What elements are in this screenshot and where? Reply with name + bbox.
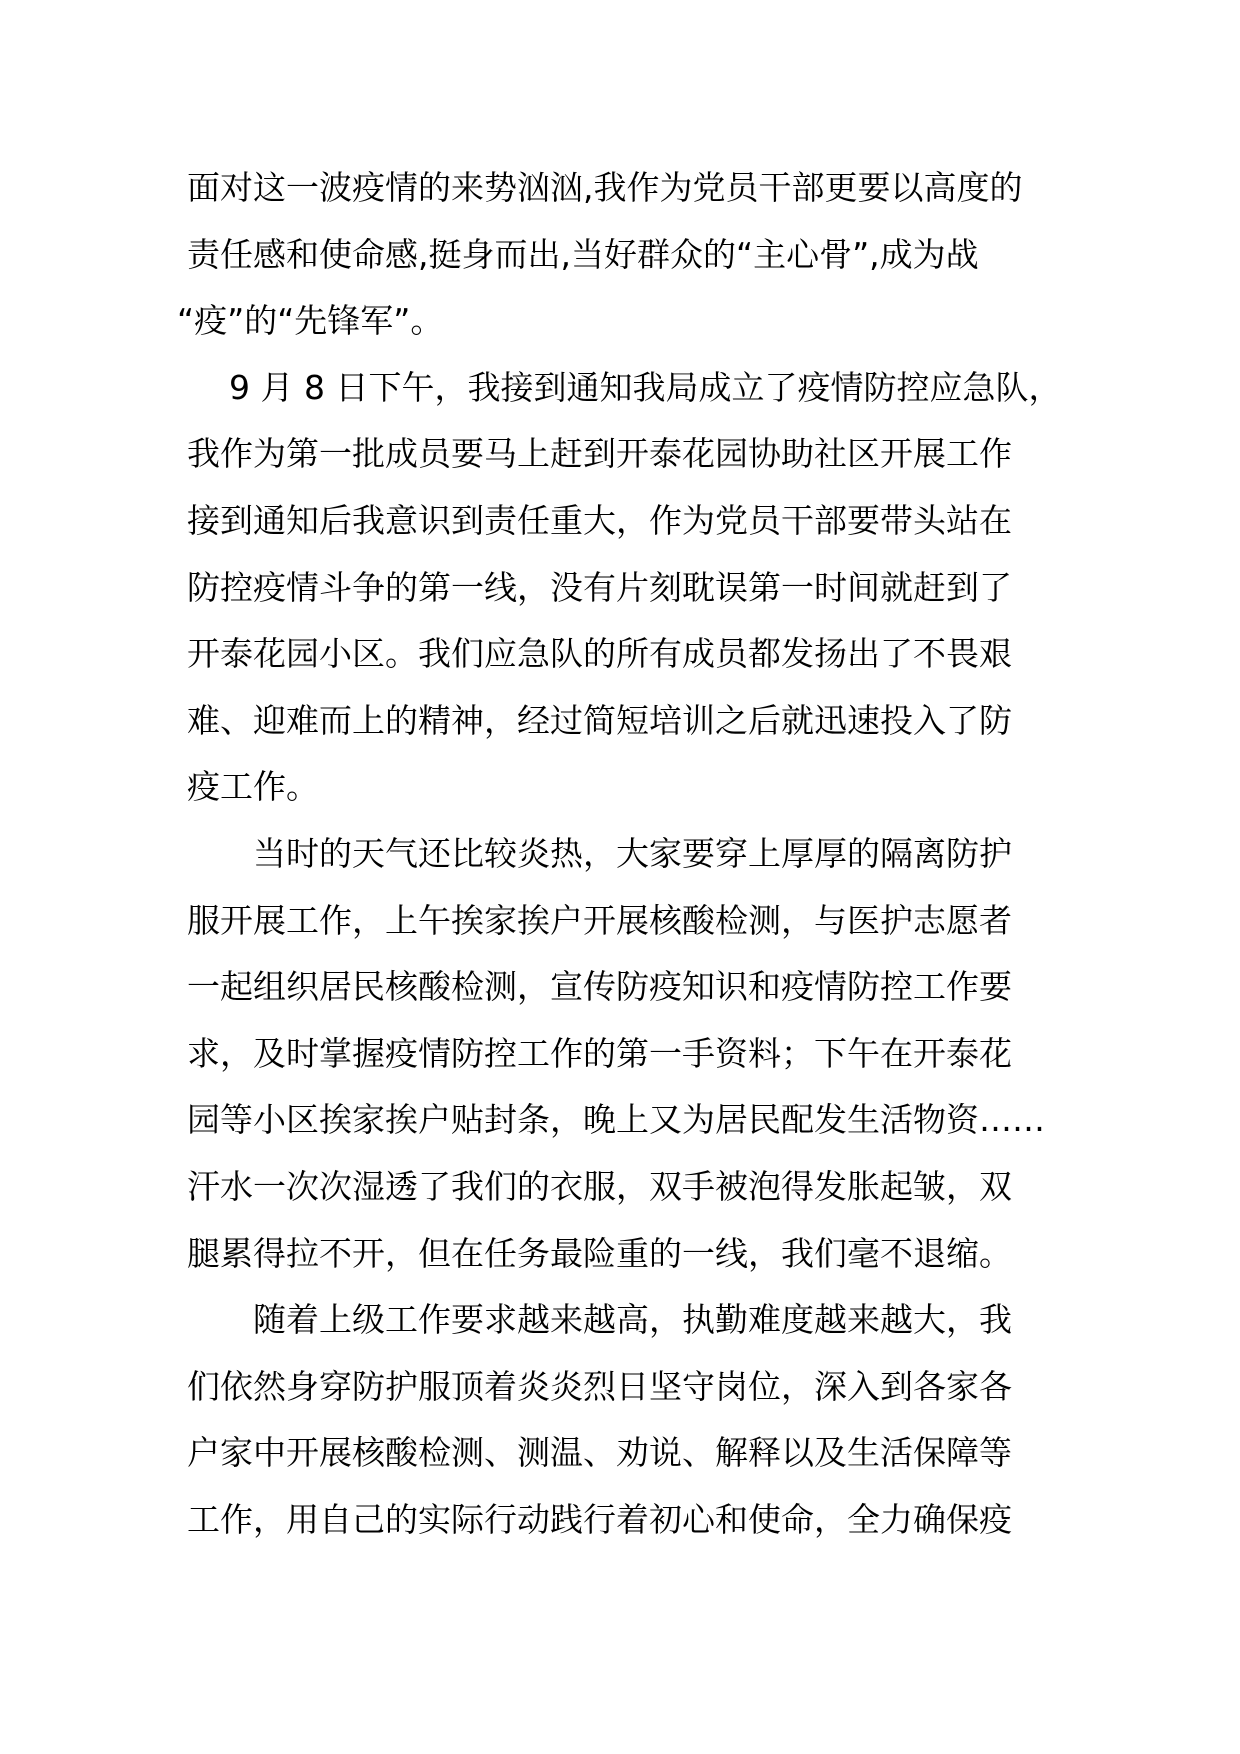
text-line: 疫工作。 [187, 767, 319, 807]
body-text [177, 155, 1067, 1553]
paragraph-first-line: 当时的天气还比较炎热，大家要穿上厚厚的隔离防护 [253, 833, 1012, 873]
text-line: “疫”的“先锋军”。 [177, 301, 444, 341]
text-line: 面对这一波疫情的来势汹汹,我作为党员干部更要以高度的 [187, 168, 1023, 207]
text-line: 汗水一次次湿透了我们的衣服，双手被泡得发胀起皱，双 [187, 1166, 1012, 1206]
text-line: 一起组织居民核酸检测，宣传防疫知识和疫情防控工作要 [187, 967, 1012, 1007]
text-line: 我作为第一批成员要马上赶到开泰花园协助社区开展工作 [187, 434, 1012, 474]
text-line: 防控疫情斗争的第一线，没有片刻耽误第一时间就赶到了 [187, 567, 1012, 607]
paragraph-first-line: 9 月 8 日下午，我接到通知我局成立了疫情防控应急队， [229, 367, 1062, 407]
text-line: 服开展工作，上午挨家挨户开展核酸检测，与医护志愿者 [187, 900, 1012, 940]
text-line: 难、迎难而上的精神，经过简短培训之后就迅速投入了防 [187, 700, 1012, 740]
text-line: 责任感和使命感,挺身而出,当好群众的“主心骨”,成为战 [187, 234, 979, 274]
text-line: 接到通知后我意识到责任重大，作为党员干部要带头站在 [187, 500, 1012, 540]
text-line: 户家中开展核酸检测、测温、劝说、解释以及生活保障等 [187, 1433, 1012, 1473]
text-line: 工作，用自己的实际行动践行着初心和使命，全力确保疫 [187, 1499, 1012, 1539]
paragraph-first-line: 随着上级工作要求越来越高，执勤难度越来越大，我 [253, 1300, 1012, 1340]
text-line: 们依然身穿防护服顶着炎炎烈日坚守岗位，深入到各家各 [187, 1366, 1012, 1406]
text-line: 园等小区挨家挨户贴封条，晚上又为居民配发生活物资…… [187, 1100, 1045, 1140]
text-line: 求，及时掌握疫情防控工作的第一手资料；下午在开泰花 [187, 1033, 1012, 1073]
text-line: 开泰花园小区。我们应急队的所有成员都发扬出了不畏艰 [187, 634, 1012, 674]
text-line: 腿累得拉不开，但在任务最险重的一线，我们毫不退缩。 [187, 1233, 1012, 1273]
